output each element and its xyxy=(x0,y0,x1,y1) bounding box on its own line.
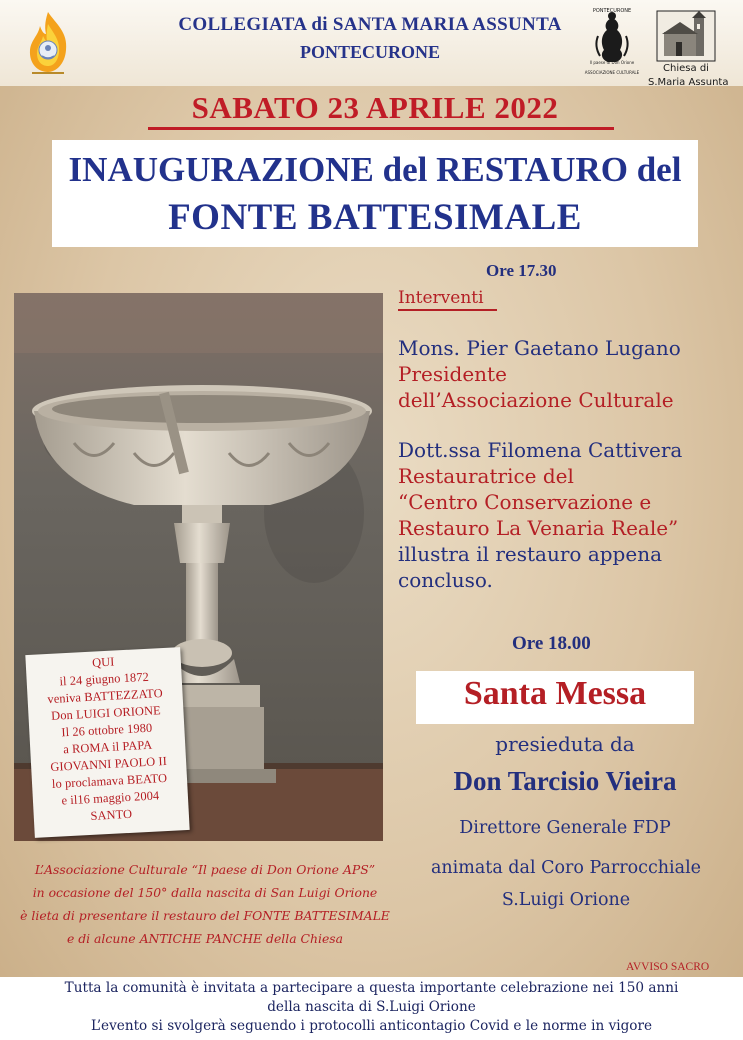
commemorative-plaque xyxy=(25,647,189,838)
plaque-line: veniva BATTEZZATO xyxy=(47,686,164,707)
header-town: PONTECURONE xyxy=(299,42,440,62)
church-logo-caption-line1: Chiesa di xyxy=(663,63,709,74)
footer-line2: della nascita di S.Luigi Orione xyxy=(267,999,476,1015)
celebrant-name: Don Tarcisio Vieira xyxy=(453,766,677,796)
caption-line1: L’Associazione Culturale “Il paese di Don Orione APS” xyxy=(34,862,376,877)
caption-line2: in occasione del 150° dalla nascita di San Luigi Orione xyxy=(32,885,378,900)
choir-line2: S.Luigi Orione xyxy=(501,890,631,910)
date-underline xyxy=(148,127,614,130)
plaque-line: Don LUIGI ORIONE xyxy=(50,703,162,723)
interventi-heading: Interventi xyxy=(398,288,484,308)
speaker2-name: Dott.ssa Filomena Cattivera xyxy=(398,438,683,462)
church-drawing-icon xyxy=(656,10,716,62)
plaque-line: GIOVANNI PAOLO II xyxy=(50,753,168,775)
plaque-line: SANTO xyxy=(90,806,133,823)
first-time: Ore 17.30 xyxy=(486,261,557,280)
event-date: SABATO 23 APRILE 2022 xyxy=(191,90,559,125)
plaque-line: a ROMA il PAPA xyxy=(62,737,153,757)
assoc-logo-caption-top: PONTECURONE xyxy=(592,8,632,14)
plaque-line: e il16 maggio 2004 xyxy=(61,788,160,808)
flame-logo-icon xyxy=(22,10,74,76)
assoc-logo-caption-name: Il paese di Don Orione xyxy=(589,60,635,65)
caption-line4: e di alcune ANTICHE PANCHE della Chiesa xyxy=(66,931,344,946)
plaque-line: il 24 giugno 1872 xyxy=(59,669,150,689)
second-time: Ore 18.00 xyxy=(512,633,591,654)
footer-line1: Tutta la comunità è invitata a partecipare a questa importante celebrazione nei 150 anni xyxy=(64,980,679,996)
speaker2-role-line3: Restauro La Venaria Reale” xyxy=(398,516,679,540)
speaker1-name: Mons. Pier Gaetano Lugano xyxy=(398,336,681,360)
assoc-logo-caption-type: ASSOCIAZIONE CULTURALE xyxy=(584,70,640,75)
plaque-line: lo proclamava BEATO xyxy=(51,770,168,791)
speaker2-role-line2: “Centro Conservazione e xyxy=(398,490,652,514)
mass-title: Santa Messa xyxy=(463,675,647,712)
choir-line1: animata dal Coro Parrocchiale xyxy=(430,858,702,878)
plaque-line: Il 26 ottobre 1980 xyxy=(61,720,153,740)
celebrant-role: Direttore Generale FDP xyxy=(459,818,671,838)
caption-line3: è lieta di presentare il restauro del FONTE BATTESIMALE xyxy=(20,908,390,923)
avviso-sacro-label: AVVISO SACRO xyxy=(626,961,710,973)
title-line-2: FONTE BATTESIMALE xyxy=(168,197,582,238)
church-logo-caption-line2: S.Maria Assunta xyxy=(648,77,729,88)
speaker2-role-line1: Restauratrice del xyxy=(398,464,574,488)
title-line-1: INAUGURAZIONE del RESTAURO del xyxy=(68,150,682,189)
footer-line3: L’evento si svolgerà seguendo i protocolli anticontagio Covid e le norme in vigore xyxy=(90,1018,653,1034)
speaker1-role-line1: Presidente xyxy=(398,362,507,386)
plaque-line: QUI xyxy=(91,654,115,670)
footer-band xyxy=(0,977,743,1040)
speaker2-desc-line2: concluso. xyxy=(398,568,493,592)
header-church-name: COLLEGIATA di SANTA MARIA ASSUNTA xyxy=(178,14,562,35)
speaker2-desc-line1: illustra il restauro appena xyxy=(398,542,662,566)
interventi-underline xyxy=(398,309,497,311)
presided-label: presieduta da xyxy=(495,732,635,756)
speaker1-role-line2: dell’Associazione Culturale xyxy=(398,388,674,412)
